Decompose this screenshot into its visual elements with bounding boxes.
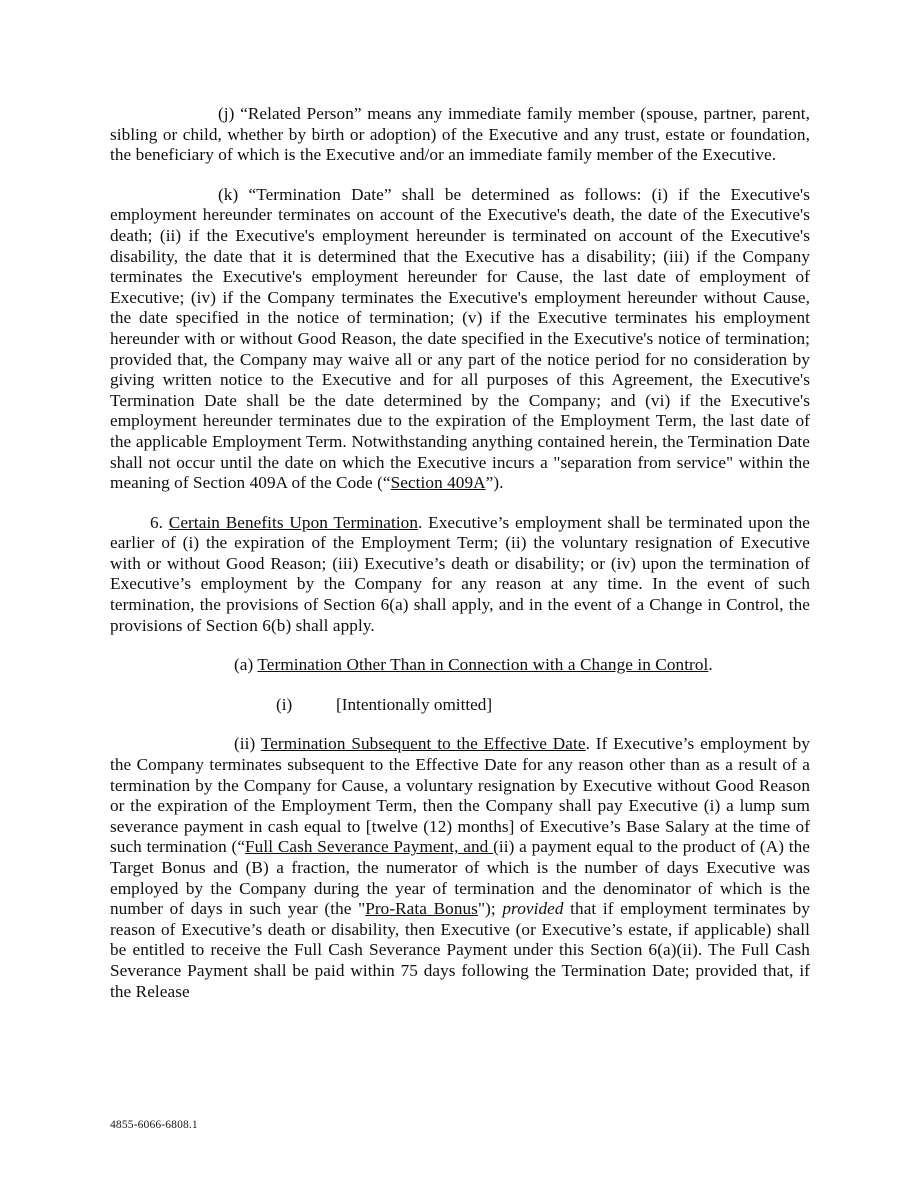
- document-paragraph: [110, 695, 810, 716]
- text-run: ");: [477, 899, 503, 919]
- text-run: ”).: [485, 473, 504, 493]
- text-run: Full Cash Severance Payment, and: [245, 837, 494, 857]
- text-run: (j) “Related Person” means any immediate family member (spouse, partner, parent, sibling or child, whether by birth or adoption) of the Executive and any trust, estate or foundation, the beneficiary of which is the Executive and/or an immediate family member of the Executive.: [110, 104, 810, 165]
- document-paragraph: [110, 513, 810, 637]
- text-run: (ii) a payment equal to the product of (A) the Target Bonus and (B) a fraction, the numerator of which is the number of days Executive was employed by the Company during the year of termination and the denominator of which is the number of days in such year (the ": [110, 837, 810, 919]
- text-run: Pro-Rata Bonus: [365, 899, 478, 919]
- text-run: Termination Subsequent to the Effective Date: [260, 734, 586, 754]
- text-run: (k) “Termination Date” shall be determined as follows: (i) if the Executive's employment hereunder terminates on account of the Executive's death, the date of the Executive's death; (ii) if the Executive's employment hereunder is terminated on account of the Executive's disability, the date that it is determined that the Executive has a disability; (iii) if the Company terminates the Executive's employment hereunder for Cause, the last date of employment of Executive; (iv) if the Company terminates the Executive's employment hereunder without Cause, the date specified in the notice of termination; (v) if the Executive terminates his employment hereunder with or without Good Reason, the date specified in the Executive's notice of termination; provided that, the Company may waive all or any part of the notice period for no consideration by giving written notice to the Executive and for all purposes of this Agreement, the Executive's Termination Date shall be the date determined by the Company; and (vi) if the Executive's employment hereunder terminates due to the expiration of the Employment Term, the last date of the applicable Employment Term. Notwithstanding anything contained herein, the Termination Date shall not occur until the date on which the Executive incurs a "separation from service" within the meaning of Section 409A of the Code (“: [110, 184, 810, 493]
- text-run: . Executive’s employment shall be terminated upon the earlier of (i) the expiration of the Employment Term; (ii) the voluntary resignation of Executive with or without Good Reason; (iii) Executive’s death or disability; or (iv) upon the termination of Executive’s employment by the Company for any reason at any time. In the event of such termination, the provisions of Section 6(a) shall apply, and in the event of a Change in Control, the provisions of Section 6(b) shall apply.: [110, 512, 810, 635]
- document-paragraph: [110, 104, 810, 166]
- document-paragraph: [110, 655, 810, 676]
- document-body: [110, 104, 810, 1002]
- list-marker: (i): [276, 694, 293, 714]
- text-run: .: [708, 655, 713, 675]
- text-run: that if employment terminates by reason of Executive’s death or disability, then Executive (or Executive’s estate, if applicable) shall be entitled to receive the Full Cash Severance Payment under this Section 6(a)(ii). The Full Cash Severance Payment shall be paid within 75 days following the Termination Date; provided that, if the Release: [110, 899, 811, 1001]
- text-run: (a): [234, 655, 258, 675]
- text-run: 6.: [150, 512, 169, 532]
- document-paragraph: [110, 185, 810, 494]
- document-footer-code: 4855-6066-6808.1: [110, 1118, 198, 1131]
- text-run: . If Executive’s employment by the Company terminates subsequent to the Effective Date for any reason other than as a result of a termination by the Company for Cause, a voluntary resignation by Executive without Good Reason or the expiration of the Employment Term, then the Company shall pay Executive (i) a lump sum severance payment in cash equal to [twelve (12) months] of Executive’s Base Salary at the time of such termination (“: [110, 734, 810, 857]
- text-run: [Intentionally omitted]: [336, 694, 493, 714]
- text-run: (ii): [234, 734, 261, 754]
- text-run: Termination Other Than in Connection with a Change in Control: [257, 655, 709, 675]
- document-paragraph: [110, 734, 810, 1002]
- text-run: provided: [502, 899, 564, 919]
- text-run: Certain Benefits Upon Termination: [168, 512, 419, 532]
- text-run: Section 409A: [390, 473, 486, 493]
